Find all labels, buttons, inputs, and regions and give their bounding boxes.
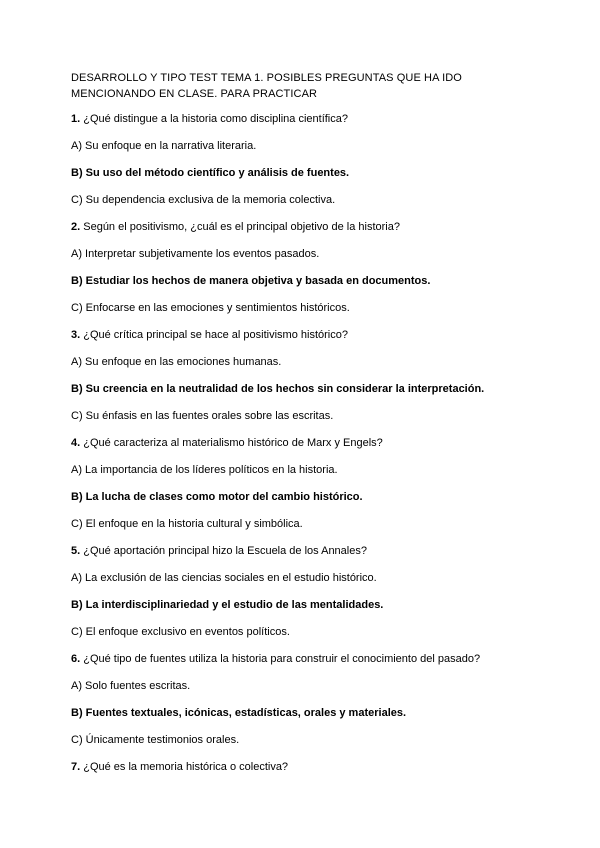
question-1-option-b-correct: B) Su uso del método científico y análisis de fuentes. [71, 167, 350, 179]
question-text: Según el positivismo, ¿cuál es el principal objetivo de la historia? [80, 221, 400, 233]
question-number: 3. [71, 329, 81, 341]
document-page [71, 70, 541, 774]
question-7 [71, 760, 541, 774]
question-6-option-a: A) Solo fuentes escritas. [71, 680, 191, 692]
title-line-1: DESARROLLO Y TIPO TEST TEMA 1. POSIBLES PREGUNTAS QUE HA IDO [71, 72, 462, 84]
title-line-2: MENCIONANDO EN CLASE. PARA PRACTICAR [71, 88, 318, 100]
question-1-option-c: C) Su dependencia exclusiva de la memoria colectiva. [71, 194, 336, 206]
question-3-option-b-correct: B) Su creencia en la neutralidad de los hechos sin considerar la interpretación. [71, 383, 485, 395]
question-number: 2. [71, 221, 81, 233]
question-1-option-a: A) Su enfoque en la narrativa literaria. [71, 140, 257, 152]
question-3-option-c: C) Su énfasis en las fuentes orales sobre las escritas. [71, 410, 334, 422]
question-text: ¿Qué caracteriza al materialismo histórico de Marx y Engels? [80, 437, 383, 449]
question-6-option-b-correct: B) Fuentes textuales, icónicas, estadísticas, orales y materiales. [71, 707, 407, 719]
question-3-option-a: A) Su enfoque en las emociones humanas. [71, 356, 282, 368]
question-text: ¿Qué distingue a la historia como disciplina científica? [80, 113, 348, 125]
question-3 [71, 328, 541, 342]
question-2-option-b-correct: B) Estudiar los hechos de manera objetiva y basada en documentos. [71, 275, 431, 287]
question-number: 5. [71, 545, 81, 557]
question-4-option-c: C) El enfoque en la historia cultural y simbólica. [71, 518, 303, 530]
question-number: 7. [71, 761, 81, 773]
question-5-option-b-correct: B) La interdisciplinariedad y el estudio de las mentalidades. [71, 599, 384, 611]
question-2 [71, 220, 541, 234]
question-number: 1. [71, 113, 81, 125]
document-title [71, 70, 541, 102]
question-number: 4. [71, 437, 81, 449]
question-6-option-c: C) Únicamente testimonios orales. [71, 734, 240, 746]
question-5 [71, 544, 541, 558]
question-5-option-a: A) La exclusión de las ciencias sociales en el estudio histórico. [71, 572, 377, 584]
question-text: ¿Qué es la memoria histórica o colectiva? [80, 761, 289, 773]
question-4-option-a: A) La importancia de los líderes políticos en la historia. [71, 464, 338, 476]
question-1 [71, 112, 541, 126]
question-text: ¿Qué tipo de fuentes utiliza la historia para construir el conocimiento del pasado? [80, 653, 481, 665]
question-2-option-a: A) Interpretar subjetivamente los eventos pasados. [71, 248, 320, 260]
question-4-option-b-correct: B) La lucha de clases como motor del cambio histórico. [71, 491, 363, 503]
question-text: ¿Qué aportación principal hizo la Escuela de los Annales? [80, 545, 367, 557]
question-5-option-c: C) El enfoque exclusivo en eventos políticos. [71, 626, 290, 638]
question-2-option-c: C) Enfocarse en las emociones y sentimientos históricos. [71, 302, 350, 314]
question-text: ¿Qué crítica principal se hace al positivismo histórico? [80, 329, 348, 341]
question-6 [71, 652, 541, 666]
question-number: 6. [71, 653, 81, 665]
question-4 [71, 436, 541, 450]
